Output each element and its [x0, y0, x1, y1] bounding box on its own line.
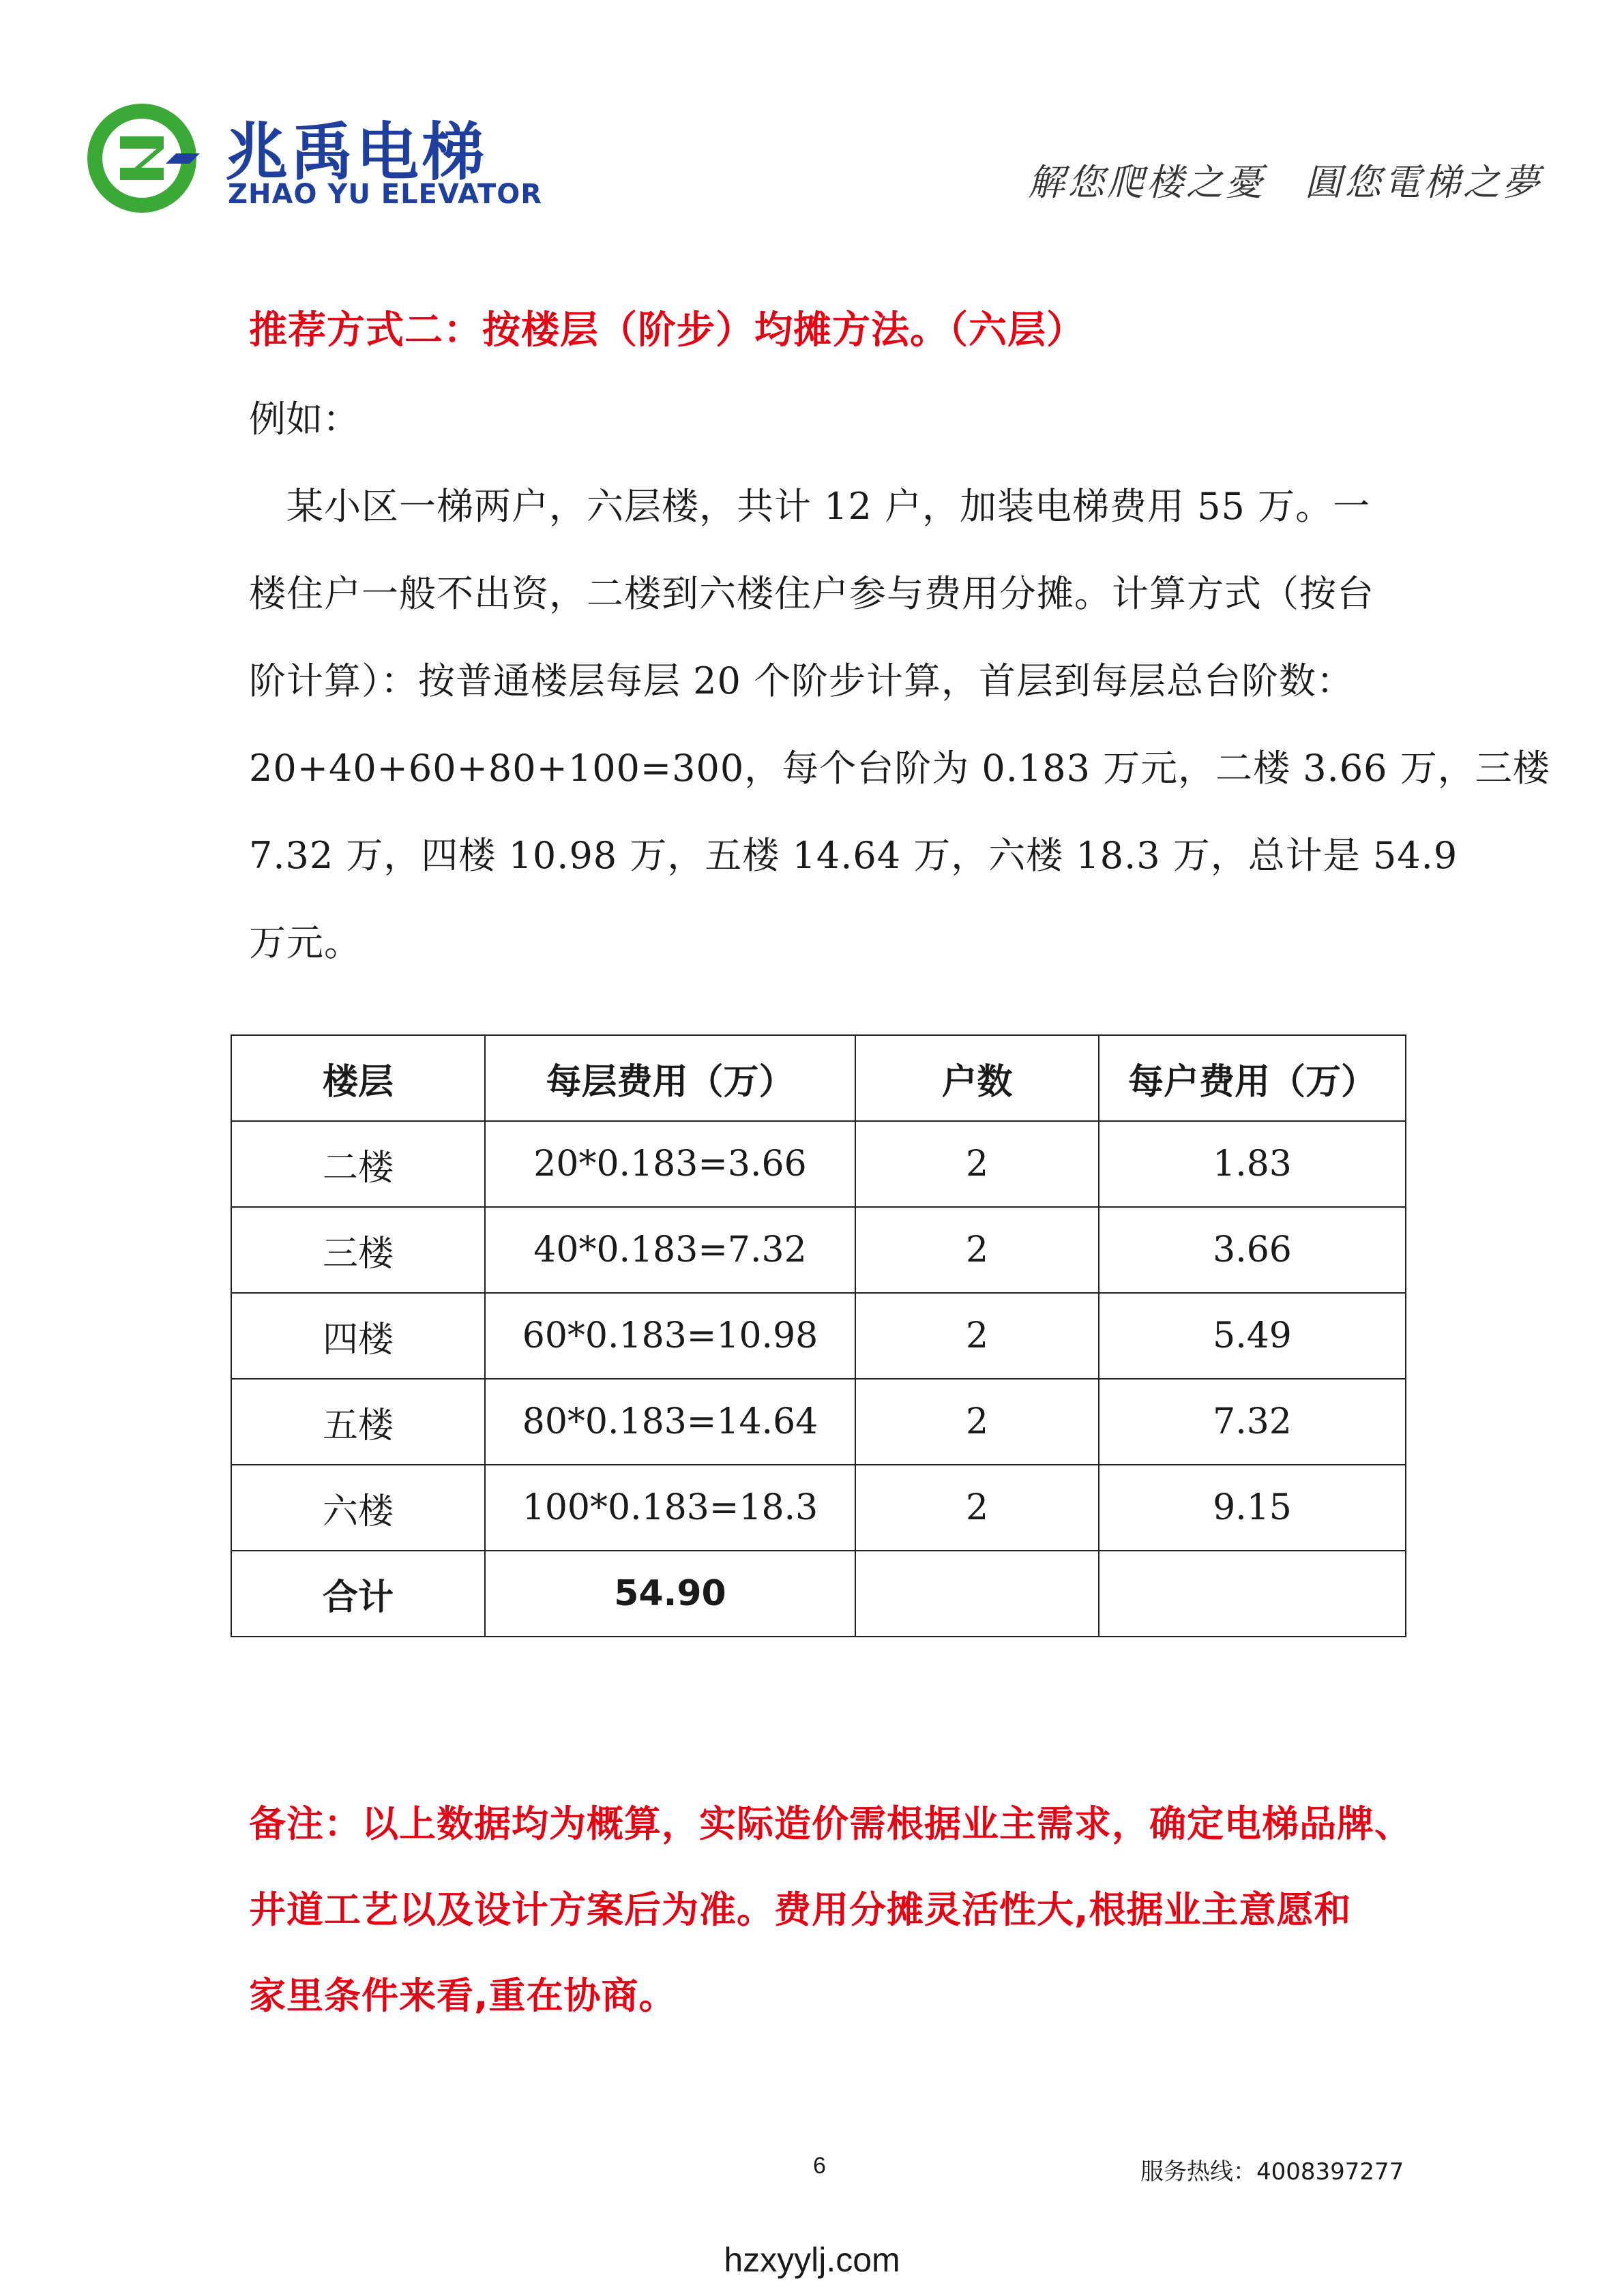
- logo-english-name: ZHAO YU ELEVATOR: [228, 179, 543, 210]
- paragraph-line: 7.32 万，四楼 10.98 万，五楼 14.64 万，六楼 18.3 万，总计是 54.9: [249, 834, 1458, 877]
- table-row: [231, 1121, 1406, 1207]
- logo-chinese-name: 兆禹电梯: [225, 116, 488, 189]
- cell-household-cost: 5.49: [1099, 1293, 1406, 1379]
- table-total-row: [231, 1551, 1406, 1637]
- cell-total-empty: [1099, 1551, 1406, 1637]
- column-header-floor-cost: 每层费用（万）: [485, 1035, 855, 1121]
- cell-floor: 二楼: [231, 1121, 485, 1207]
- cell-household-cost: 9.15: [1099, 1465, 1406, 1551]
- cell-households: 2: [855, 1121, 1099, 1207]
- page-number: 6: [813, 2153, 826, 2179]
- note-line: 井道工艺以及设计方案后为准。费用分摊灵活性大,根据业主意愿和: [249, 1888, 1352, 1931]
- cell-total-value: 54.90: [485, 1551, 855, 1637]
- website-watermark: hzxyylj.com: [724, 2241, 900, 2279]
- paragraph-line: 万元。: [249, 921, 361, 964]
- paragraph-line: 某小区一梯两户，六层楼，共计 12 户，加装电梯费用 55 万。一: [249, 485, 1371, 528]
- cell-floor-cost: 40*0.183=7.32: [485, 1207, 855, 1293]
- column-header-floor: 楼层: [231, 1035, 485, 1121]
- note-line: 备注：以上数据均为概算，实际造价需根据业主需求，确定电梯品牌、: [249, 1802, 1412, 1845]
- note-line: 家里条件来看,重在协商。: [249, 1974, 677, 2017]
- cell-floor: 六楼: [231, 1465, 485, 1551]
- cell-floor: 三楼: [231, 1207, 485, 1293]
- logo-bar-bottom: [120, 168, 164, 180]
- table-row: [231, 1293, 1406, 1379]
- cell-households: 2: [855, 1207, 1099, 1293]
- cell-total-empty: [855, 1551, 1099, 1637]
- cell-floor: 五楼: [231, 1379, 485, 1465]
- cell-households: 2: [855, 1379, 1099, 1465]
- paragraph-line: 楼住户一般不出资，二楼到六楼住户参与费用分摊。计算方式（按台: [249, 572, 1374, 615]
- cell-total-label: 合计: [231, 1551, 485, 1637]
- table-header-row: [231, 1035, 1406, 1121]
- cell-households: 2: [855, 1465, 1099, 1551]
- header-slogan: 解您爬楼之憂 圓您電梯之夢: [1028, 161, 1542, 204]
- paragraph-line: 20+40+60+80+100=300，每个台阶为 0.183 万元，二楼 3.66 万，三楼: [249, 747, 1550, 790]
- cell-household-cost: 3.66: [1099, 1207, 1406, 1293]
- cell-floor-cost: 20*0.183=3.66: [485, 1121, 855, 1207]
- cell-floor: 四楼: [231, 1293, 485, 1379]
- table-row: [231, 1379, 1406, 1465]
- cell-household-cost: 1.83: [1099, 1121, 1406, 1207]
- column-header-households: 户数: [855, 1035, 1099, 1121]
- example-label: 例如：: [249, 398, 359, 441]
- table-row: [231, 1465, 1406, 1551]
- service-hotline: 服务热线：4008397277: [1140, 2158, 1404, 2186]
- table-row: [231, 1207, 1406, 1293]
- cell-floor-cost: 60*0.183=10.98: [485, 1293, 855, 1379]
- logo-bar-top: [120, 136, 164, 149]
- column-header-household-cost: 每户费用（万）: [1099, 1035, 1406, 1121]
- cell-household-cost: 7.32: [1099, 1379, 1406, 1465]
- paragraph-line: 阶计算）：按普通楼层每层 20 个阶步计算，首层到每层总台阶数：: [249, 659, 1355, 702]
- cell-floor-cost: 100*0.183=18.3: [485, 1465, 855, 1551]
- cost-sharing-table: [231, 1034, 1406, 1637]
- cell-floor-cost: 80*0.183=14.64: [485, 1379, 855, 1465]
- cell-households: 2: [855, 1293, 1099, 1379]
- section-heading: 推荐方式二：按楼层（阶步）均摊方法。（六层）: [249, 308, 1085, 353]
